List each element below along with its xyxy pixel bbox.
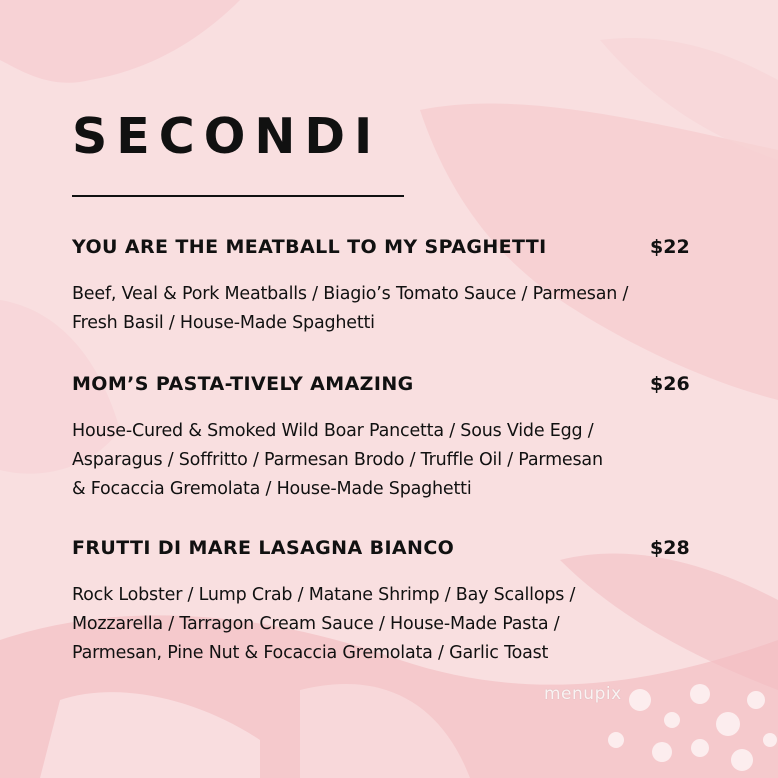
menu-item-price: $22 (650, 236, 690, 258)
description-line: Asparagus / Soffritto / Parmesan Brodo / Truffle Oil / Parmesan (72, 450, 603, 470)
description-line: House-Cured & Smoked Wild Boar Pancetta / Sous Vide Egg / (72, 421, 594, 441)
menu-item-description (72, 280, 762, 338)
title-underline (72, 195, 404, 197)
menu-item (72, 373, 762, 504)
section-title: SECONDI (72, 108, 382, 165)
menu-item-name: FRUTTI DI MARE LASAGNA BIANCO (72, 537, 455, 559)
menu-item-description (72, 417, 762, 504)
description-line: & Focaccia Gremolata / House-Made Spaghetti (72, 479, 472, 499)
menu-item (72, 236, 762, 338)
menu-item (72, 537, 762, 668)
menu-item-name: MOM’S PASTA-TIVELY AMAZING (72, 373, 414, 395)
menu-item-description (72, 581, 762, 668)
watermark: menupix (544, 684, 622, 704)
description-line: Beef, Veal & Pork Meatballs / Biagio’s Tomato Sauce / Parmesan / (72, 284, 629, 304)
description-line: Rock Lobster / Lump Crab / Matane Shrimp / Bay Scallops / (72, 585, 576, 605)
menu-item-name: YOU ARE THE MEATBALL TO MY SPAGHETTI (72, 236, 547, 258)
menu-item-header (72, 373, 762, 399)
menu-item-price: $26 (650, 373, 690, 395)
description-line: Fresh Basil / House-Made Spaghetti (72, 313, 375, 333)
menu-item-header (72, 537, 762, 563)
description-line: Parmesan, Pine Nut & Focaccia Gremolata / Garlic Toast (72, 643, 549, 663)
menu-item-header (72, 236, 762, 262)
menu-item-price: $28 (650, 537, 690, 559)
description-line: Mozzarella / Tarragon Cream Sauce / House-Made Pasta / (72, 614, 560, 634)
